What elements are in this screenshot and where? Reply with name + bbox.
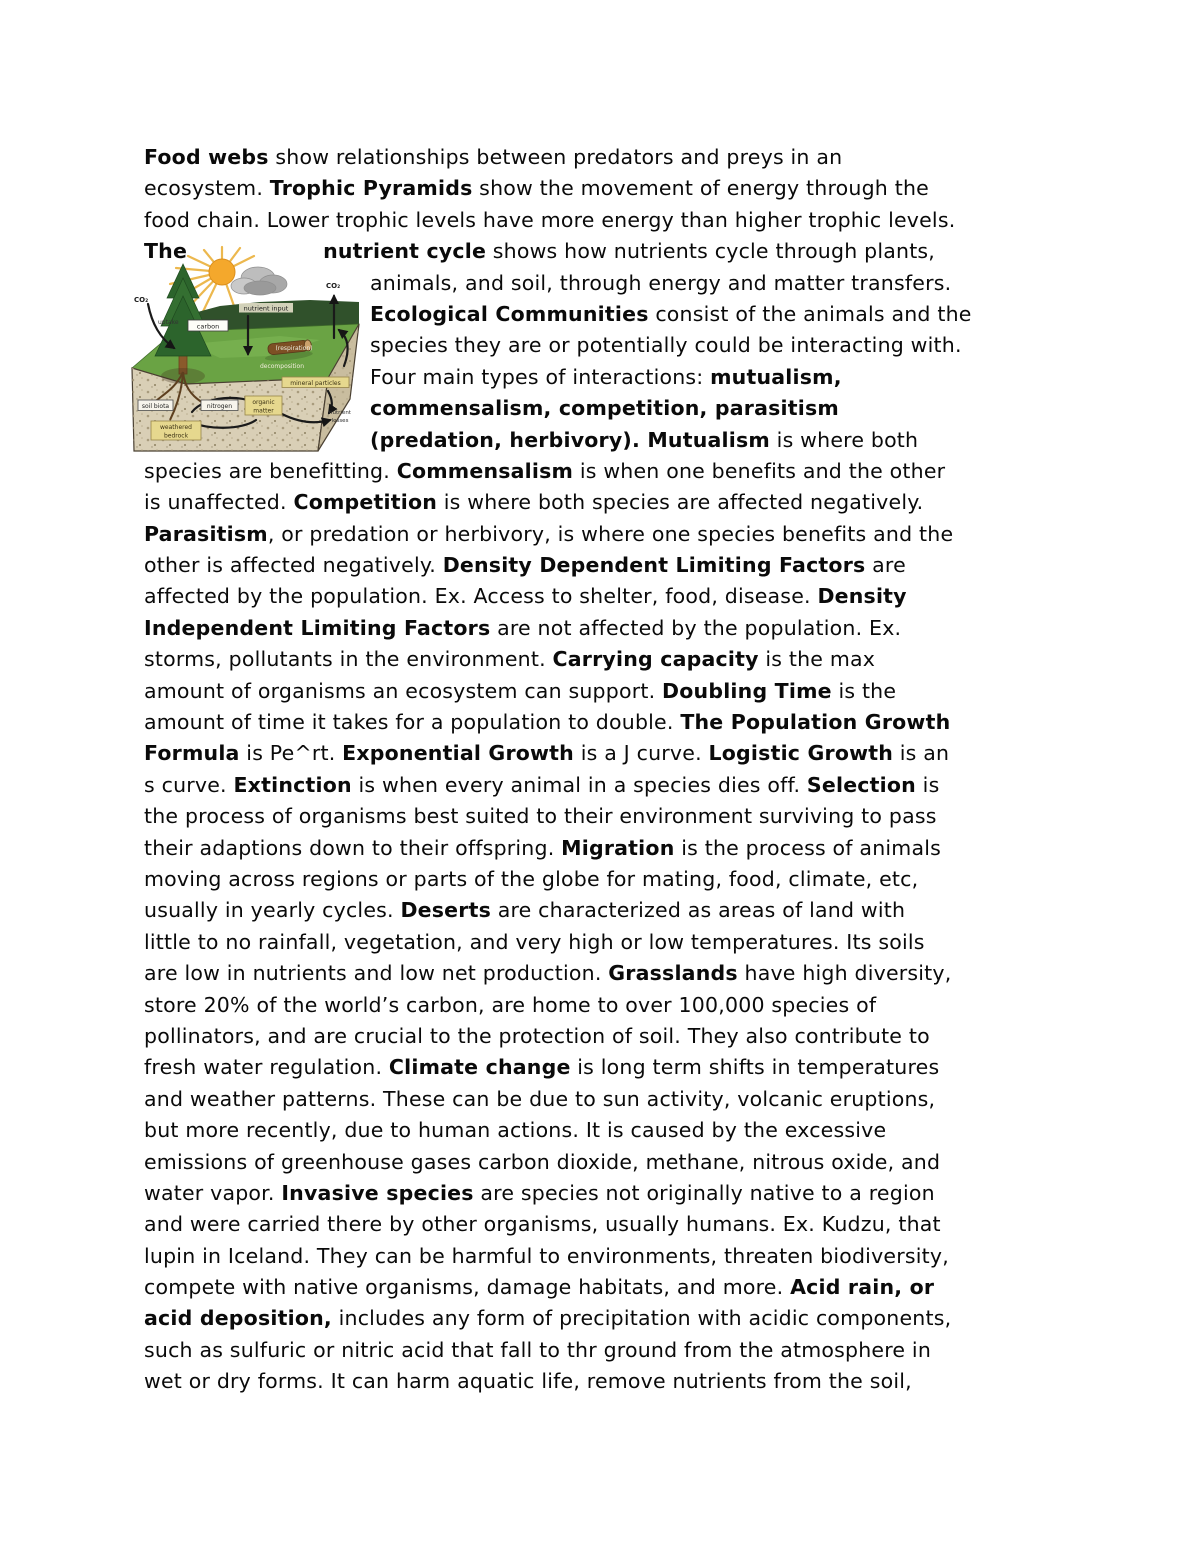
text-line — [144, 958, 1074, 989]
text-line — [144, 1021, 1074, 1052]
text-run: consist of the animals and the — [648, 301, 972, 326]
text-run: show the movement of energy through the — [472, 176, 929, 201]
text-line — [144, 1209, 1074, 1240]
text-line — [144, 801, 1074, 832]
text-line — [144, 927, 1074, 958]
text-run: affected by the population. Ex. Access to shelter, food, disease. — [144, 584, 818, 609]
text-line — [144, 519, 1074, 550]
text-line — [144, 1335, 1074, 1366]
text-line — [144, 990, 1074, 1021]
text-line — [144, 676, 1074, 707]
label-co2-left: CO₂ — [134, 296, 149, 304]
text-line — [370, 330, 1074, 361]
text-run: Parasitism — [144, 521, 268, 546]
text-run: Extinction — [233, 772, 352, 797]
text-run: their adaptions down to their offspring. — [144, 835, 562, 860]
text-run: is an — [893, 741, 950, 766]
text-run: Food webs — [144, 145, 269, 169]
text-run: is a J curve. — [573, 741, 709, 766]
text-run: commensalism, competition, parasitism — [370, 396, 839, 421]
text-run: Exponential Growth — [342, 741, 574, 766]
text-line — [144, 205, 1074, 236]
text-line — [144, 613, 1074, 644]
text-run: compete with native organisms, damage habitats, and more. — [144, 1275, 791, 1300]
text-run: Formula — [144, 741, 240, 766]
text-run: Selection — [806, 772, 916, 797]
text-run: are — [865, 553, 906, 578]
text-run: pollinators, and are crucial to the protection of soil. They also contribute to — [144, 1023, 930, 1048]
body-text-block — [144, 456, 1074, 1398]
text-run: is the max — [758, 647, 876, 672]
text-run: Migration — [561, 835, 675, 860]
text-run: are species not originally native to a region — [473, 1180, 935, 1205]
text-run: lupin in Iceland. They can be harmful to environments, threaten biodiversity, — [144, 1243, 949, 1268]
label-nutrient-losses-line2: losses — [331, 418, 349, 424]
text-run: such as sulfuric or nitric acid that fall to thr ground from the atmosphere in — [144, 1337, 932, 1362]
text-run: moving across regions or parts of the globe for mating, food, climate, etc, — [144, 866, 919, 891]
text-run: have high diversity, — [737, 961, 952, 986]
text-line — [144, 644, 1074, 675]
label-weathered-line1: weathered — [160, 424, 192, 431]
text-run: Logistic Growth — [708, 741, 894, 766]
text-line — [144, 1366, 1074, 1397]
text-run: wet or dry forms. It can harm aquatic life, remove nutrients from the soil, — [144, 1369, 912, 1394]
text-run: amount of organisms an ecosystem can support. — [144, 678, 663, 703]
text-line — [144, 1084, 1074, 1115]
text-line — [144, 1303, 1074, 1334]
text-run: the process of organisms best suited to their environment surviving to pass — [144, 804, 937, 829]
text-run: Trophic Pyramids — [269, 176, 473, 201]
text-line — [144, 770, 1074, 801]
text-line — [144, 895, 1074, 926]
text-run: ecosystem. — [144, 176, 270, 201]
text-run: water vapor. — [144, 1180, 282, 1205]
text-line — [144, 487, 1074, 518]
text-run: are low in nutrients and low net production. — [144, 961, 609, 986]
text-line — [144, 1147, 1074, 1178]
text-line — [144, 1241, 1074, 1272]
text-run: is the process of animals — [674, 835, 941, 860]
text-run: and were carried there by other organisms, usually humans. Ex. Kudzu, that — [144, 1212, 941, 1237]
text-run: Grasslands — [608, 961, 738, 986]
label-uptake: uptake — [158, 319, 179, 326]
text-line — [144, 707, 1074, 738]
text-run: Four main types of interactions: — [370, 364, 711, 389]
text-run: is when every animal in a species dies off. — [351, 772, 807, 797]
label-nutrient-input: nutrient input — [243, 304, 289, 313]
text-run: Doubling Time — [662, 678, 832, 703]
text-run: usually in yearly cycles. — [144, 898, 401, 923]
text-line — [144, 173, 1074, 204]
text-run: Independent Limiting Factors — [144, 615, 491, 640]
text-run: and weather patterns. These can be due to sun activity, volcanic eruptions, — [144, 1086, 936, 1111]
text-line — [144, 1115, 1074, 1146]
text-run: animals, and soil, through energy and matter transfers. — [370, 270, 952, 295]
text-run: (predation, herbivory). Mutualism — [370, 427, 770, 452]
text-line — [370, 362, 1074, 393]
text-line — [144, 456, 1074, 487]
text-run: shows how nutrients cycle through plants, — [486, 239, 936, 264]
text-run: is — [915, 772, 940, 797]
text-run: fresh water regulation. — [144, 1055, 389, 1080]
text-run: species are benefitting. — [144, 458, 397, 483]
text-run: is the — [831, 678, 897, 703]
text-run: is long term shifts in temperatures — [570, 1055, 940, 1080]
text-run: is Pe^rt. — [239, 741, 343, 766]
text-run: other is affected negatively. — [144, 553, 443, 578]
text-line — [144, 236, 1074, 267]
text-run: is where both — [769, 427, 919, 452]
label-respiration: (respiration) — [275, 345, 313, 352]
text-run: little to no rainfall, vegetation, and very high or low temperatures. Its soils — [144, 929, 925, 954]
label-nutrient-losses-line1: nutrient — [329, 410, 351, 416]
text-line — [370, 393, 1074, 424]
text-line — [144, 550, 1074, 581]
text-run: are characterized as areas of land with — [491, 898, 906, 923]
text-run: The Population Growth — [680, 710, 951, 735]
text-run: amount of time it takes for a population to double. — [144, 710, 681, 735]
text-line — [144, 864, 1074, 895]
text-run: Acid rain, or — [790, 1275, 935, 1300]
text-run: is where both species are affected negatively. — [437, 490, 924, 515]
text-run: mutualism, — [710, 364, 842, 389]
text-run: s curve. — [144, 772, 234, 797]
text-run: but more recently, due to human actions. It is caused by the excessive — [144, 1118, 887, 1143]
text-run: Density — [817, 584, 907, 609]
text-run: The — [144, 239, 188, 264]
text-line — [144, 142, 1074, 173]
label-carbon: carbon — [196, 322, 220, 331]
text-run: emissions of greenhouse gases carbon dioxide, methane, nitrous oxide, and — [144, 1149, 941, 1174]
text-line — [370, 425, 1074, 456]
text-run: Invasive species — [281, 1180, 474, 1205]
label-organic-matter-line1: organic — [252, 399, 275, 406]
label-mineral-particles: mineral particles — [290, 380, 341, 387]
text-run: storms, pollutants in the environment. — [144, 647, 553, 672]
intro-text-block — [144, 142, 1074, 268]
label-nitrogen: nitrogen — [206, 403, 233, 410]
text-line — [144, 581, 1074, 612]
text-run: food chain. Lower trophic levels have more energy than higher trophic levels. — [144, 207, 956, 232]
text-run: Carrying capacity — [552, 647, 759, 672]
label-decomposition: decomposition — [259, 363, 305, 370]
text-line — [144, 1272, 1074, 1303]
text-line — [144, 1052, 1074, 1083]
text-line — [370, 268, 1074, 299]
text-run: Deserts — [400, 898, 491, 923]
label-weathered-line2: bedrock — [163, 432, 189, 440]
text-run: includes any form of precipitation with acidic components, — [331, 1306, 952, 1331]
text-run: is when one benefits and the other — [573, 458, 946, 483]
text-run: Commensalism — [396, 458, 574, 483]
text-run: nutrient cycle — [323, 239, 487, 264]
text-line — [144, 1178, 1074, 1209]
label-organic-matter-line2: matter — [253, 407, 274, 415]
text-line — [370, 299, 1074, 330]
text-run: is unaffected. — [144, 490, 294, 515]
label-co2-right: CO₂ — [326, 282, 341, 290]
text-run: Climate change — [388, 1055, 571, 1080]
text-run: acid deposition, — [144, 1306, 332, 1331]
text-run: Ecological Communities — [370, 301, 649, 326]
text-run: show relationships between predators and preys in an — [268, 145, 843, 169]
text-run: Competition — [293, 490, 438, 515]
label-soil-biota: soil biota — [141, 403, 170, 410]
text-run: are not affected by the population. Ex. — [490, 615, 902, 640]
text-line — [144, 833, 1074, 864]
text-line — [144, 738, 1074, 769]
text-run: species they are or potentially could be interacting with. — [370, 333, 962, 358]
text-run: store 20% of the world’s carbon, are home to over 100,000 species of — [144, 992, 877, 1017]
text-run: Density Dependent Limiting Factors — [442, 553, 866, 578]
text-run: , or predation or herbivory, is where one species benefits and the — [267, 521, 954, 546]
